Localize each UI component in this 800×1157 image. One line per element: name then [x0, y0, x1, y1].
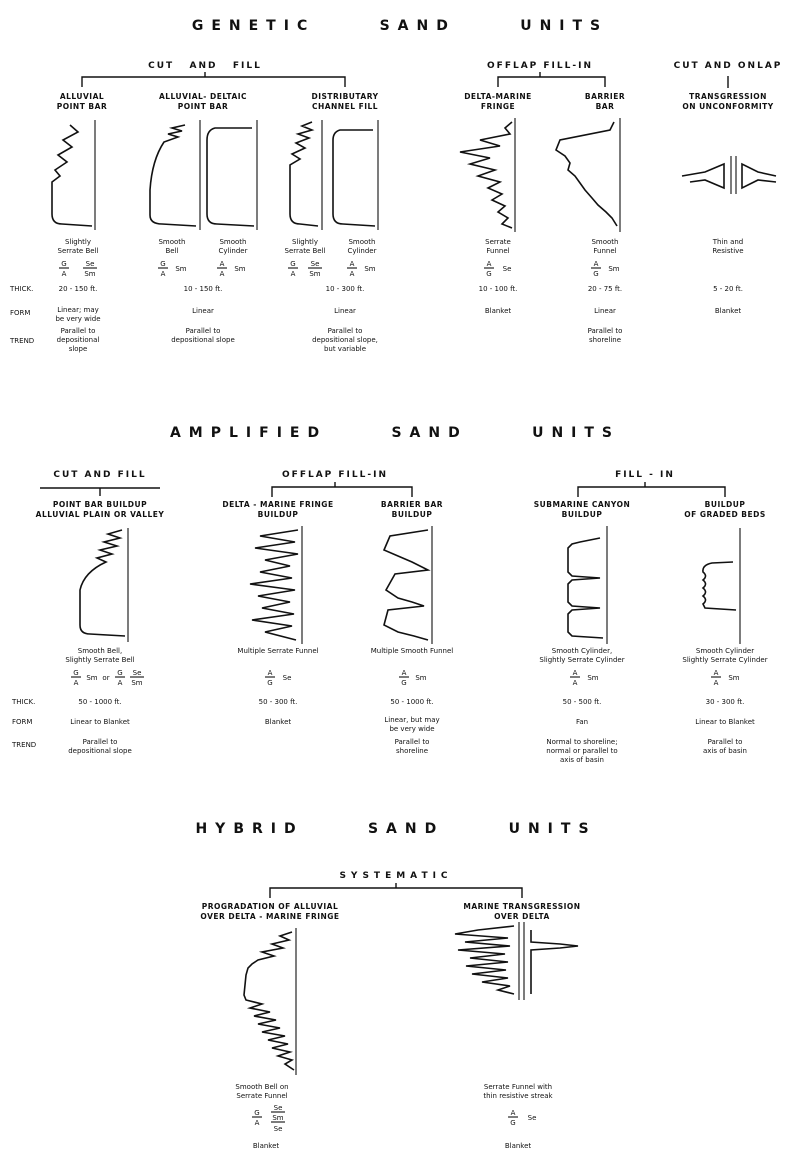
unit-transgression: TRANSGRESSION ON UNCONFORMITY — [682, 92, 774, 111]
amp-row-label-thick: THICK. — [12, 698, 36, 706]
svg-text:A: A — [219, 260, 225, 268]
svg-text:Sm: Sm — [608, 265, 620, 273]
form-barrier-bar: Linear — [594, 307, 616, 315]
frac-submarine-canyon — [570, 669, 599, 687]
unit-graded-beds: BUILDUP OF GRADED BEDS — [684, 500, 766, 519]
unit-distributary: DISTRIBUTARY CHANNEL FILL — [311, 92, 379, 111]
svg-text:Sm: Sm — [364, 265, 376, 273]
frac-barrier-bar — [591, 260, 620, 278]
thick-alluvial-point-bar: 20 - 150 ft. — [58, 285, 98, 293]
svg-text:Sm: Sm — [86, 674, 98, 682]
amp-trend-point-bar: Parallel to depositional slope — [68, 738, 132, 755]
svg-text:G: G — [61, 260, 67, 268]
shape-point-bar-buildup: Smooth Bell, Slightly Serrate Bell — [65, 647, 135, 664]
shape-ad-bell: Smooth Bell — [158, 238, 186, 255]
amplified-fill-in-bracket — [578, 482, 725, 497]
genetic-cut-fill-bracket — [82, 72, 345, 87]
amp-form-barrier-bar: Linear, but may be very wide — [384, 716, 440, 733]
shape-marine-transgression: Serrate Funnel with thin resistive streak — [483, 1083, 553, 1100]
svg-text:Se: Se — [527, 1114, 537, 1122]
form-delta-marine: Blanket — [484, 307, 512, 315]
svg-text:Se: Se — [273, 1125, 283, 1133]
svg-text:A: A — [61, 270, 67, 278]
svg-text:Sm: Sm — [587, 674, 599, 682]
shape-alluvial-point-bar: Slightly Serrate Bell — [57, 238, 99, 255]
amplified-title: AMPLIFIED SAND UNITS — [169, 425, 621, 441]
log-distributary-bell — [290, 120, 322, 230]
amp-thick-barrier-bar: 50 - 1000 ft. — [390, 698, 434, 706]
thick-barrier-bar: 20 - 75 ft. — [587, 285, 623, 293]
genetic-group-cut-fill: CUT AND FILL — [148, 61, 262, 71]
log-barrier-bar — [556, 118, 620, 232]
form-alluvial-point-bar: Linear; may be very wide — [55, 306, 101, 323]
amp-form-point-bar: Linear to Blanket — [70, 718, 130, 726]
svg-text:Se: Se — [310, 260, 320, 268]
genetic-group-offlap: OFFLAP FILL-IN — [487, 61, 593, 71]
amplified-group-cut-fill: CUT AND FILL — [53, 470, 147, 480]
amp-thick-delta-marine: 50 - 300 ft. — [258, 698, 298, 706]
svg-text:G: G — [254, 1109, 260, 1117]
amp-trend-submarine: Normal to shoreline; normal or parallel to axis of basin — [546, 738, 618, 764]
svg-text:A: A — [349, 270, 355, 278]
trend-alluvial-deltaic: Parallel to depositional slope — [171, 327, 235, 344]
svg-text:G: G — [401, 679, 407, 687]
genetic-offlap-bracket — [498, 72, 605, 87]
unit-alluvial-deltaic: ALLUVIAL- DELTAIC POINT BAR — [158, 92, 248, 111]
svg-text:Sm: Sm — [131, 679, 143, 687]
form-marine-transgression: Blanket — [504, 1142, 532, 1150]
amp-row-label-trend: TREND — [12, 741, 37, 749]
frac-delta-marine-buildup — [265, 669, 291, 687]
log-distributary-cylinder — [333, 120, 378, 230]
frac-alluvial-point-bar — [59, 260, 97, 278]
amp-thick-point-bar: 50 - 1000 ft. — [78, 698, 122, 706]
svg-text:A: A — [219, 270, 225, 278]
row-label-trend: TREND — [10, 337, 35, 345]
log-alluvial-deltaic-cylinder — [207, 120, 257, 230]
svg-text:A: A — [349, 260, 355, 268]
svg-text:Sm: Sm — [84, 270, 96, 278]
thick-transgression: 5 - 20 ft. — [713, 285, 743, 293]
trend-alluvial-point-bar: Parallel to depositional slope — [56, 327, 100, 353]
svg-text:A: A — [290, 270, 296, 278]
amp-row-label-form: FORM — [12, 718, 33, 726]
amp-thick-graded: 30 - 300 ft. — [705, 698, 745, 706]
svg-text:A: A — [713, 679, 719, 687]
shape-barrier-bar: Smooth Funnel — [591, 238, 619, 255]
svg-text:A: A — [73, 679, 79, 687]
amplified-cut-fill-bracket — [40, 488, 160, 496]
form-distributary: Linear — [334, 307, 356, 315]
amplified-offlap-bracket — [272, 482, 412, 497]
amp-trend-graded: Parallel to axis of basin — [703, 738, 747, 755]
unit-barrier-bar: BARRIER BAR — [584, 92, 626, 111]
svg-text:G: G — [593, 270, 599, 278]
svg-text:G: G — [117, 669, 123, 677]
log-barrier-bar-buildup — [384, 526, 432, 644]
log-graded-beds — [703, 528, 740, 644]
svg-text:A: A — [572, 679, 578, 687]
amp-form-submarine: Fan — [575, 718, 589, 726]
shape-transgression: Thin and Resistive — [712, 238, 744, 255]
shape-barrier-bar-buildup: Multiple Smooth Funnel — [370, 647, 454, 655]
hybrid-title: HYBRID SAND UNITS — [195, 821, 597, 837]
unit-alluvial-point-bar: ALLUVIAL POINT BAR — [56, 92, 108, 111]
log-delta-marine-buildup — [250, 526, 302, 644]
genetic-group-cut-onlap: CUT AND ONLAP — [673, 61, 783, 71]
form-progradation: Blanket — [252, 1142, 280, 1150]
frac-ad-bell — [158, 260, 187, 278]
trend-barrier-bar: Parallel to shoreline — [587, 327, 623, 344]
svg-text:A: A — [486, 260, 492, 268]
svg-text:Se: Se — [132, 669, 142, 677]
amp-thick-submarine: 50 - 500 ft. — [562, 698, 602, 706]
form-transgression: Blanket — [714, 307, 742, 315]
svg-text:G: G — [73, 669, 79, 677]
log-delta-marine-fringe — [460, 118, 515, 232]
unit-delta-marine-buildup: DELTA - MARINE FRINGE BUILDUP — [222, 500, 334, 519]
log-point-bar-buildup — [80, 528, 128, 642]
svg-text:Se: Se — [282, 674, 292, 682]
svg-text:Se: Se — [273, 1104, 283, 1112]
thick-alluvial-deltaic: 10 - 150 ft. — [183, 285, 223, 293]
frac-dc-cylinder — [347, 260, 376, 278]
svg-text:A: A — [572, 669, 578, 677]
svg-text:A: A — [117, 679, 123, 687]
svg-text:A: A — [254, 1119, 260, 1127]
amp-trend-barrier-bar: Parallel to shoreline — [394, 738, 430, 755]
genetic-title: GENETIC SAND UNITS — [191, 18, 609, 34]
svg-text:G: G — [160, 260, 166, 268]
form-alluvial-deltaic: Linear — [192, 307, 214, 315]
shape-dc-bell: Slightly Serrate Bell — [284, 238, 326, 255]
svg-text:A: A — [713, 669, 719, 677]
log-alluvial-point-bar — [52, 120, 95, 230]
svg-text:G: G — [290, 260, 296, 268]
log-transgression — [682, 156, 776, 194]
svg-text:Sm: Sm — [234, 265, 246, 273]
svg-text:G: G — [486, 270, 492, 278]
trend-distributary: Parallel to depositional slope, but variable — [312, 327, 378, 353]
unit-barrier-bar-buildup: BARRIER BAR BUILDUP — [380, 500, 444, 519]
row-label-form: FORM — [10, 309, 31, 317]
unit-progradation: PROGRADATION OF ALLUVIAL OVER DELTA - MARINE FRINGE — [200, 902, 340, 921]
svg-text:A: A — [267, 669, 273, 677]
frac-barrier-bar-buildup — [399, 669, 427, 687]
log-alluvial-deltaic-bell — [150, 120, 200, 230]
shape-delta-marine-buildup: Multiple Serrate Funnel — [237, 647, 319, 655]
thick-distributary: 10 - 300 ft. — [325, 285, 365, 293]
shape-dc-cylinder: Smooth Cylinder — [347, 238, 377, 255]
svg-text:G: G — [267, 679, 273, 687]
unit-submarine-canyon: SUBMARINE CANYON BUILDUP — [533, 500, 631, 519]
shape-ad-cylinder: Smooth Cylinder — [218, 238, 248, 255]
row-label-thick: THICK. — [10, 285, 34, 293]
svg-text:Se: Se — [85, 260, 95, 268]
frac-point-bar-buildup — [71, 669, 144, 687]
hybrid-group-systematic: SYSTEMATIC — [339, 871, 453, 881]
unit-delta-marine: DELTA-MARINE FRINGE — [464, 92, 532, 111]
svg-text:A: A — [401, 669, 407, 677]
shape-graded-beds: Smooth Cylinder Slightly Serrate Cylinder — [682, 647, 768, 664]
thick-delta-marine: 10 - 100 ft. — [478, 285, 518, 293]
svg-text:A: A — [593, 260, 599, 268]
frac-progradation — [252, 1104, 285, 1133]
amplified-group-offlap: OFFLAP FILL-IN — [282, 470, 388, 480]
log-submarine-canyon — [568, 526, 607, 644]
svg-text:Sm: Sm — [272, 1114, 284, 1122]
unit-marine-transgression: MARINE TRANSGRESSION OVER DELTA — [463, 902, 581, 921]
svg-text:A: A — [510, 1109, 516, 1117]
svg-text:G: G — [510, 1119, 516, 1127]
log-marine-transgression — [455, 922, 578, 1000]
shape-delta-marine: Serrate Funnel — [485, 238, 511, 255]
hybrid-bracket — [270, 883, 522, 898]
frac-ad-cylinder — [217, 260, 246, 278]
shape-progradation: Smooth Bell on Serrate Funnel — [235, 1083, 289, 1100]
svg-text:Sm: Sm — [309, 270, 321, 278]
svg-text:or: or — [102, 674, 110, 682]
frac-dc-bell — [288, 260, 322, 278]
frac-delta-marine — [484, 260, 511, 278]
svg-text:Sm: Sm — [175, 265, 187, 273]
amp-form-delta-marine: Blanket — [264, 718, 292, 726]
svg-text:A: A — [160, 270, 166, 278]
svg-text:Sm: Sm — [415, 674, 427, 682]
svg-text:Sm: Sm — [728, 674, 740, 682]
shape-submarine-canyon: Smooth Cylinder, Slightly Serrate Cylinder — [539, 647, 625, 664]
log-progradation — [244, 928, 296, 1075]
svg-text:Se: Se — [502, 265, 512, 273]
unit-point-bar-buildup: POINT BAR BUILDUP ALLUVIAL PLAIN OR VALLEY — [35, 500, 165, 519]
amplified-group-fill-in: FILL - IN — [615, 470, 675, 480]
frac-graded-beds — [711, 669, 740, 687]
frac-marine-transgression — [508, 1109, 536, 1127]
amp-form-graded: Linear to Blanket — [695, 718, 755, 726]
